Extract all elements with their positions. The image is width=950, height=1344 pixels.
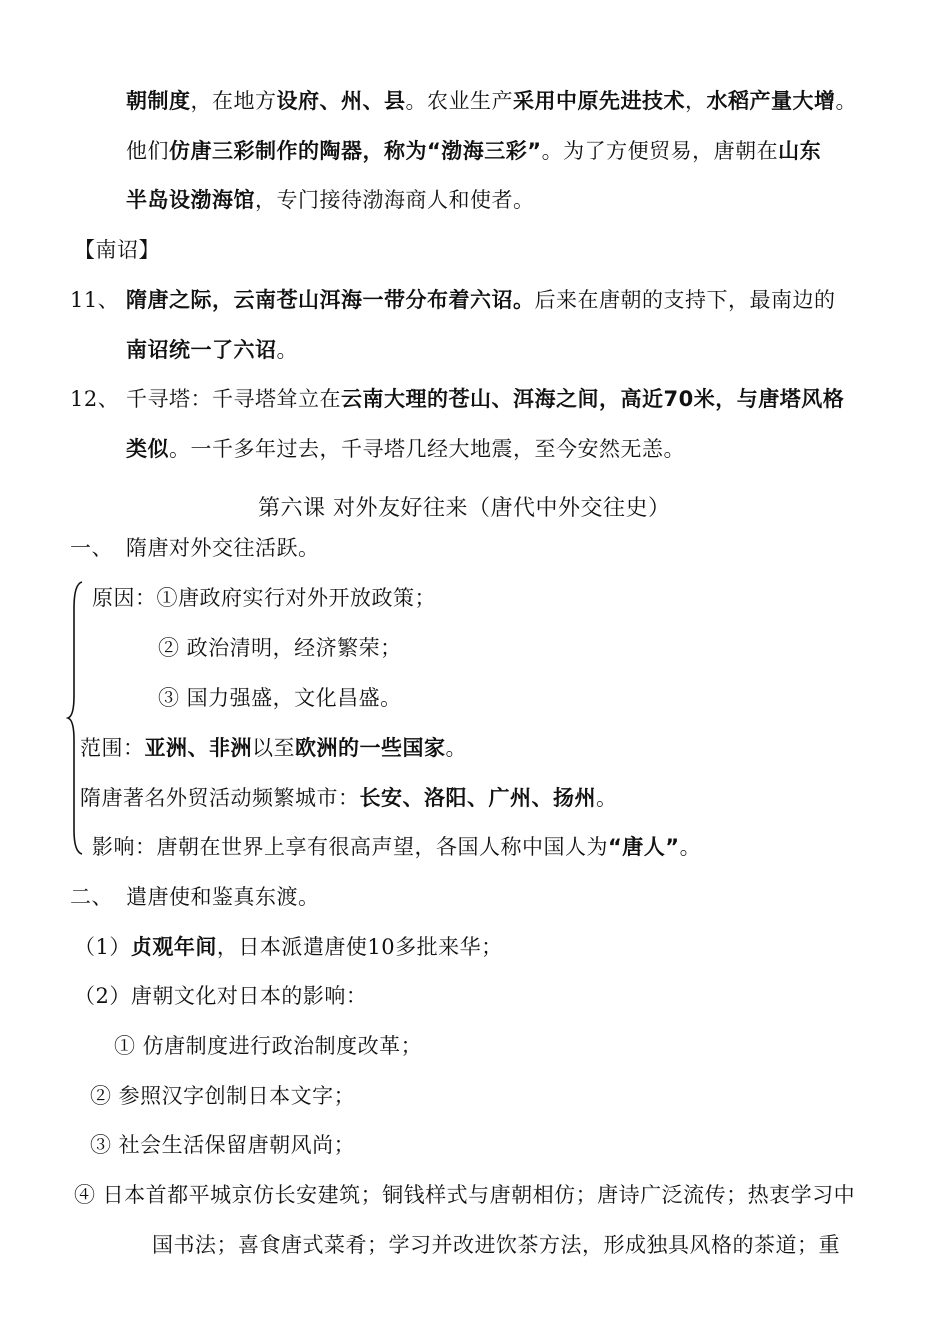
text: ，专门接待渤海商人和使者。 (255, 188, 535, 212)
text-bold: 贞观年间 (130, 935, 217, 959)
effect-4-line-1: ④ 日本首都平城京仿长安建筑；铜钱样式与唐朝相仿；唐诗广泛流传；热衷学习中 (74, 1183, 856, 1207)
text: 。农业生产 (405, 89, 513, 113)
item-11-number: 11、 (70, 288, 120, 312)
text-bold: 山东 (778, 139, 822, 163)
section-2-heading: 遣唐使和鉴真东渡。 (126, 885, 320, 909)
text-bold: 南诏统一了六诏 (126, 338, 277, 362)
text: ，日本派遣唐使10多批来华； (216, 935, 503, 959)
text-bold: 欧洲的一些国家 (295, 736, 446, 760)
text: 。 (276, 338, 298, 362)
bohai-line-2 (126, 136, 821, 166)
point-2: （2）唐朝文化对日本的影响： (74, 984, 368, 1008)
scope (80, 733, 467, 763)
text-bold: 类似 (126, 437, 169, 461)
text-bold: “唐人” (608, 835, 680, 859)
text: 影响：唐朝在世界上享有很高声望，各国人称中国人为 (92, 835, 608, 859)
item-11-line-2 (126, 335, 298, 365)
lesson-title: 第六课 对外友好往来（唐代中外交往史） (258, 496, 671, 521)
text: 他们 (126, 139, 169, 163)
section-2-number: 二、 (70, 885, 113, 909)
text-bold: 半岛设渤海馆 (126, 188, 255, 212)
text-bold: 设府、州、县 (276, 89, 406, 113)
text: ， (685, 89, 707, 113)
item-12-line-2 (126, 434, 685, 464)
text: 。一千多年过去，千寻塔几经大地震，至今安然无恙。 (169, 437, 685, 461)
text: 以至 (252, 736, 295, 760)
item-11-line-1 (126, 285, 836, 315)
nanzhao-header: 【南诏】 (74, 238, 160, 262)
text: 后来在唐朝的支持下，最南边的 (534, 288, 836, 312)
section-1-number: 一、 (70, 536, 113, 560)
effect-1: ① 仿唐制度进行政治制度改革； (114, 1034, 423, 1058)
point-1 (74, 932, 503, 962)
text-bold: 水稻产量大增 (706, 89, 836, 113)
text-bold: 采用中原先进技术 (513, 89, 685, 113)
text: 。 (445, 736, 467, 760)
text: 千寻塔：千寻塔耸立在 (126, 387, 341, 411)
text-bold: 亚洲、非洲 (144, 736, 252, 760)
text: （1） (74, 935, 131, 959)
section-1-heading: 隋唐对外交往活跃。 (126, 536, 320, 560)
trade-cities (80, 783, 618, 813)
bohai-line-3 (126, 185, 535, 215)
effect-4-line-2: 国书法；喜食唐式菜肴；学习并改进饮茶方法，形成独具风格的茶道；重 (152, 1233, 840, 1257)
impact (92, 832, 701, 862)
reason-2: ② 政治清明，经济繁荣； (158, 636, 402, 660)
item-12-number: 12、 (70, 387, 120, 411)
text: 。为了方便贸易，唐朝在 (541, 139, 779, 163)
reason-3: ③ 国力强盛，文化昌盛。 (158, 686, 402, 710)
text-bold: 仿唐三彩制作的陶器，称为“渤海三彩” (169, 139, 542, 163)
text: 。 (835, 89, 857, 113)
text-bold: 云南大理的苍山、洱海之间，高近70米，与唐塔风格 (341, 387, 845, 411)
text-bold: 长安、洛阳、广州、扬州 (359, 786, 596, 810)
text: 。 (596, 786, 618, 810)
text-bold: 隋唐之际，云南苍山洱海一带分布着六诏。 (126, 288, 535, 312)
reason-1: 原因：①唐政府实行对外开放政策； (92, 586, 436, 610)
effect-2: ② 参照汉字创制日本文字； (90, 1084, 356, 1108)
effect-3: ③ 社会生活保留唐朝风尚； (90, 1133, 356, 1157)
text: 隋唐著名外贸活动频繁城市： (80, 786, 360, 810)
bohai-line-1 (126, 86, 857, 116)
text-bold: 朝制度 (126, 89, 191, 113)
left-brace (66, 578, 88, 858)
text: 。 (679, 835, 702, 859)
item-12-line-1 (126, 384, 844, 414)
text: 范围： (80, 736, 145, 760)
text: ，在地方 (190, 89, 277, 113)
